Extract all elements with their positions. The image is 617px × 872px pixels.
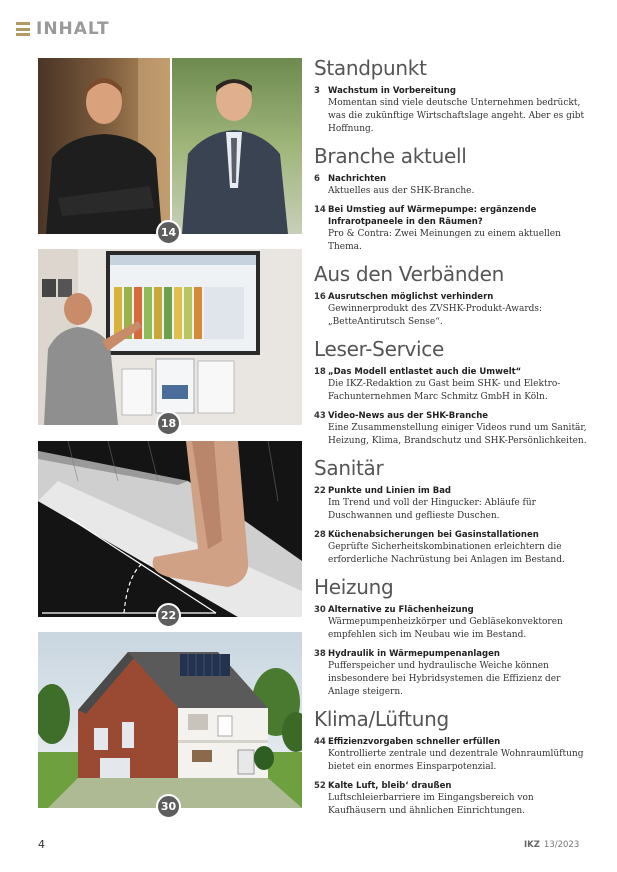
section-heizung	[314, 575, 590, 699]
footer-page-number: 4	[38, 838, 45, 851]
toc-page: 18	[314, 367, 326, 377]
toc-title: Ausrutschen möglichst verhindern	[328, 292, 494, 302]
toc-text: Pufferspeicher und hydraulische Weiche können insbesondere bei Hybridsystemen die Effizienz der Anlage steigern.	[328, 661, 561, 697]
photo-shower-foot	[38, 441, 302, 617]
toc-title: Wachstum in Vorbereitung	[328, 86, 456, 96]
page-badge-22: 22	[156, 603, 181, 628]
toc-page: 3	[314, 86, 320, 96]
section-title: Heizung	[314, 575, 394, 599]
section-bars-icon	[16, 22, 30, 36]
page-title: INHALT	[36, 19, 110, 39]
toc-entry[interactable]	[314, 736, 590, 774]
toc-title: Video-News aus der SHK-Branche	[328, 411, 489, 421]
toc-text: Eine Zusammenstellung einiger Videos rund um Sanitär, Heizung, Klima, Brandschutz und SHK-Persönlichkeiten.	[328, 423, 587, 446]
toc-entry[interactable]	[314, 529, 590, 567]
toc-title: „Das Modell entlastet auch die Umwelt“	[328, 367, 522, 377]
toc-text: Wärmepumpenheizkörper und Gebläsekonvektoren empfehlen sich im Neubau wie im Bestand.	[328, 617, 563, 640]
toc-page: 44	[314, 737, 326, 747]
page-badge-30: 30	[156, 794, 181, 819]
toc-page: 16	[314, 292, 326, 302]
toc-text: Kontrollierte zentrale und dezentrale Wohnraumlüftung bietet ein enormes Einsparpotenzial.	[328, 749, 584, 772]
section-sanitaer	[314, 456, 590, 567]
toc-text: Aktuelles aus der SHK-Branche.	[328, 186, 475, 196]
toc-title: Alternative zu Flächenheizung	[328, 605, 474, 615]
toc-text: Gewinnerprodukt des ZVSHK-Produkt-Awards: „BetteAntirutsch Sense“.	[328, 304, 543, 327]
toc-text: Pro & Contra: Zwei Meinungen zu einem aktuellen Thema.	[328, 229, 561, 252]
section-title: Leser-Service	[314, 337, 444, 361]
toc-entry[interactable]	[314, 410, 590, 448]
toc-page: 22	[314, 486, 326, 496]
toc-title: Bei Umstieg auf Wärmepumpe: ergänzende Infrarotpaneele in den Räumen?	[328, 205, 537, 227]
toc-title: Nachrichten	[328, 174, 387, 184]
toc-page: 14	[314, 205, 326, 215]
toc-entry[interactable]	[314, 173, 590, 198]
section-title: Branche aktuell	[314, 144, 467, 168]
photo-screen-presentation	[38, 249, 302, 425]
toc-page: 43	[314, 411, 326, 421]
toc-page: 28	[314, 530, 326, 540]
photo-portraits	[38, 58, 302, 234]
section-title: Sanitär	[314, 456, 384, 480]
toc-title: Hydraulik in Wärmepumpenanlagen	[328, 649, 500, 659]
section-leser-service	[314, 337, 590, 448]
section-klima-lueftung	[314, 707, 590, 818]
toc-text: Die IKZ-Redaktion zu Gast beim SHK- und Elektro-Fachunternehmen Marc Schmitz GmbH in Köln.	[328, 379, 561, 402]
section-title: Aus den Verbänden	[314, 262, 505, 286]
toc-text: Luftschleierbarriere im Eingangsbereich von Kaufhäusern und ähnlichen Einrichtungen.	[328, 793, 534, 816]
page-header	[16, 19, 110, 39]
toc-entry[interactable]	[314, 780, 590, 818]
section-branche-aktuell	[314, 144, 590, 254]
section-standpunkt	[314, 56, 590, 136]
toc-page: 30	[314, 605, 326, 615]
toc-entry[interactable]	[314, 291, 590, 329]
page-badge-18: 18	[156, 411, 181, 436]
toc-text: Im Trend und voll der Hingucker: Abläufe für Duschwannen und geflieste Duschen.	[328, 498, 536, 521]
toc-title: Punkte und Linien im Bad	[328, 486, 452, 496]
photo-house-cutaway	[38, 632, 302, 808]
toc-entry[interactable]	[314, 485, 590, 523]
toc-entry[interactable]	[314, 85, 590, 136]
issue-number: 13/2023	[543, 840, 580, 850]
toc-entry[interactable]	[314, 204, 590, 254]
toc-page: 6	[314, 174, 320, 184]
toc-entry[interactable]	[314, 366, 590, 404]
toc-text: Momentan sind viele deutsche Unternehmen bedrückt, was die zukünftige Wirtschaftslage angeht. Aber es gibt Hoffnung.	[328, 98, 585, 134]
toc-title: Küchenabsicherungen bei Gasinstallationen	[328, 530, 539, 540]
toc-title: Effizienzvorgaben schneller erfüllen	[328, 737, 501, 747]
magazine-name: IKZ	[524, 840, 540, 850]
toc-text: Geprüfte Sicherheitskombinationen erleichtern die erforderliche Nachrüstung bei Anlagen im Bestand.	[328, 542, 565, 565]
footer-issue	[524, 840, 579, 850]
table-of-contents	[314, 52, 590, 824]
toc-entry[interactable]	[314, 604, 590, 642]
section-verbaende	[314, 262, 590, 329]
toc-title: Kalte Luft, bleib‘ draußen	[328, 781, 452, 791]
section-title: Klima/Lüftung	[314, 707, 449, 731]
toc-entry[interactable]	[314, 648, 590, 699]
page-badge-14: 14	[156, 220, 181, 245]
section-title: Standpunkt	[314, 56, 427, 80]
toc-page: 38	[314, 649, 326, 659]
toc-page: 52	[314, 781, 326, 791]
